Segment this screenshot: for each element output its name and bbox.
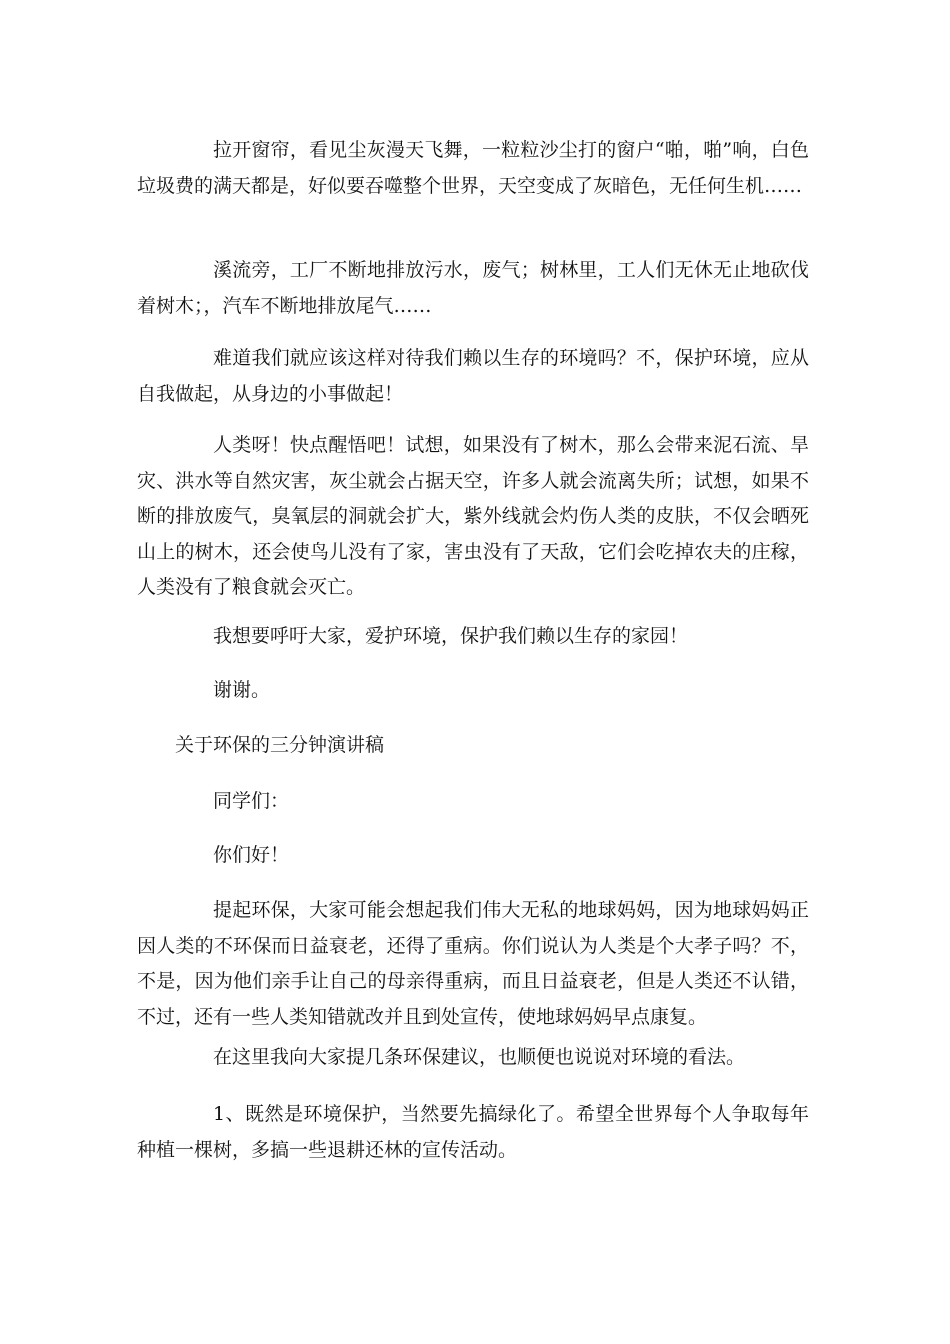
paragraph-greeting-hello: 你们好！: [213, 844, 290, 866]
paragraph-earth-mother: 提起环保，大家可能会想起我们伟大无私的地球妈妈，因为地球妈妈正因人类的不环保而日益衰老，还得了重病。你们说认为人类是个大孝子吗？不，不是，因为他们亲手让自己的母亲得重病，而且日益衰老，但是人类还不认错，不过，还有一些人类知错就改并且到处宣传，使地球妈妈早点康复。: [137, 899, 809, 1028]
paragraph-suggestions-intro: 在这里我向大家提几条环保建议，也顺便也说说对环境的看法。: [213, 1046, 746, 1068]
paragraph-wake-up: 人类呀！快点醒悟吧！试想，如果没有了树木，那么会带来泥石流、旱灾、洪水等自然灾害，灰尘就会占据天空，许多人就会流离失所；试想，如果不断的排放废气，臭氧层的洞就会扩大，紫外线就会灼伤人类的皮肤，不仅会晒死山上的树木，还会使鸟儿没有了家，害虫没有了天敌，它们会吃掉农夫的庄稼，人类没有了粮食就会灭亡。: [137, 434, 809, 598]
paragraph-suggestion-1: 1、既然是环境保护，当然要先搞绿化了。希望全世界每个人争取每年种植一棵树，多搞一些退耕还林的宣传活动。: [137, 1103, 809, 1161]
paragraph-dust-storm: 拉开窗帘，看见尘灰漫天飞舞，一粒粒沙尘打的窗户“啪，啪”响，白色垃圾费的满天都是，好似要吞噬整个世界，天空变成了灰暗色，无任何生机……: [137, 139, 809, 197]
paragraph-question: 难道我们就应该这样对待我们赖以生存的环境吗？不，保护环境，应从自我做起，从身边的小事做起！: [137, 347, 809, 405]
paragraph-pollution: 溪流旁，工厂不断地排放污水，废气；树林里，工人们无休无止地砍伐着树木；，汽车不断地排放尾气……: [137, 259, 809, 317]
paragraph-thanks: 谢谢。: [213, 679, 271, 701]
section-title: 关于环保的三分钟演讲稿: [175, 734, 385, 756]
paragraph-appeal: 我想要呼吁大家，爱护环境，保护我们赖以生存的家园！: [213, 625, 689, 647]
paragraph-greeting-students: 同学们：: [213, 790, 290, 812]
